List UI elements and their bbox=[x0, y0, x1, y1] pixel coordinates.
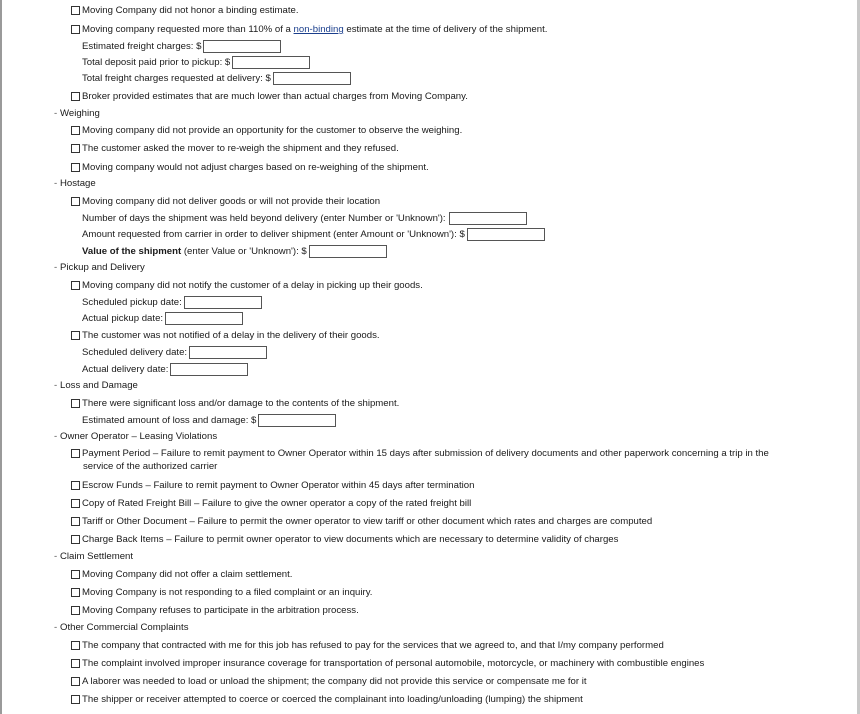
checkbox-weighing-observe[interactable] bbox=[71, 126, 80, 135]
loss-amount-label: Estimated amount of loss and damage: $ bbox=[82, 415, 257, 426]
checkbox-rated-bill[interactable] bbox=[71, 499, 80, 508]
pickup-header[interactable] bbox=[54, 262, 145, 274]
sched-pickup-row bbox=[82, 296, 262, 309]
deposit-label: Total deposit paid prior to pickup: $ bbox=[82, 57, 231, 68]
claim-item-label: Moving Company refuses to participate in the arbitration process. bbox=[82, 605, 359, 616]
collapse-marker: - bbox=[54, 178, 58, 189]
loss-header[interactable] bbox=[54, 380, 138, 392]
checkbox-chargeback[interactable] bbox=[71, 535, 80, 544]
owner-title: Owner Operator – Leasing Violations bbox=[60, 431, 218, 442]
owner-payment-row-2 bbox=[83, 461, 217, 473]
actual-delivery-input[interactable] bbox=[170, 363, 248, 376]
pickup-item-row bbox=[71, 280, 423, 292]
weighing-header[interactable] bbox=[54, 108, 100, 120]
payment-line1: Payment Period – Failure to remit payment to Owner Operator within 15 days after submission of delivery documents and other paperwork concerning a trip in the bbox=[82, 448, 769, 459]
hostage-amount-row bbox=[82, 228, 545, 241]
checkbox-claim-arbitration[interactable] bbox=[71, 606, 80, 615]
broker-row bbox=[71, 91, 468, 103]
checkbox-hostage[interactable] bbox=[71, 197, 80, 206]
item-binding-label: Moving Company did not honor a binding estimate. bbox=[82, 5, 299, 16]
pickup-item-label: Moving company did not notify the customer of a delay in picking up their goods. bbox=[82, 280, 423, 291]
checkbox-broker[interactable] bbox=[71, 92, 80, 101]
deposit-row bbox=[82, 56, 310, 69]
payment-line2: service of the authorized carrier bbox=[83, 461, 218, 472]
weighing-item-label: Moving company did not provide an opportunity for the customer to observe the weighing. bbox=[82, 125, 463, 136]
commercial-item bbox=[71, 640, 664, 652]
checkbox-weighing-adjust[interactable] bbox=[71, 163, 80, 172]
left-border bbox=[0, 0, 2, 714]
commercial-header[interactable] bbox=[54, 622, 189, 634]
hostage-days-label: Number of days the shipment was held beyond delivery (enter Number or 'Unknown'): bbox=[82, 213, 446, 224]
checkbox-tariff[interactable] bbox=[71, 517, 80, 526]
checkbox-commercial-insurance[interactable] bbox=[71, 659, 80, 668]
owner-rated-row bbox=[71, 498, 471, 510]
commercial-item bbox=[71, 658, 704, 670]
sched-pickup-label: Scheduled pickup date: bbox=[82, 297, 182, 308]
checkbox-pickup-delay[interactable] bbox=[71, 281, 80, 290]
tariff-label: Tariff or Other Document – Failure to permit the owner operator to view tariff or other document which rates and charges are computed bbox=[82, 516, 653, 527]
item-110-post: estimate at the time of delivery of the shipment. bbox=[343, 24, 548, 35]
total-requested-label: Total freight charges requested at delivery: $ bbox=[82, 73, 271, 84]
commercial-item-label: The complaint involved improper insurance coverage for transportation of personal automobile, motorcycle, or machinery with combustible engines bbox=[82, 658, 705, 669]
collapse-marker: - bbox=[54, 380, 58, 391]
claim-header[interactable] bbox=[54, 551, 133, 563]
escrow-label: Escrow Funds – Failure to remit payment to Owner Operator within 45 days after termination bbox=[82, 480, 475, 491]
delivery-item-label: The customer was not notified of a delay in the delivery of their goods. bbox=[82, 330, 380, 341]
weighing-title: Weighing bbox=[60, 108, 100, 119]
actual-pickup-row bbox=[82, 312, 243, 325]
pickup-title: Pickup and Delivery bbox=[60, 262, 145, 273]
claim-item bbox=[71, 605, 359, 617]
checkbox-claim-respond[interactable] bbox=[71, 588, 80, 597]
claim-item bbox=[71, 569, 292, 581]
hostage-days-row bbox=[82, 212, 527, 225]
hostage-days-input[interactable] bbox=[449, 212, 527, 225]
delivery-item-row bbox=[71, 330, 380, 342]
actual-pickup-input[interactable] bbox=[165, 312, 243, 325]
collapse-marker: - bbox=[54, 551, 58, 562]
commercial-item bbox=[71, 676, 587, 688]
commercial-item-label: The company that contracted with me for this job has refused to pay for the services that we agreed to, and that I/my company performed bbox=[82, 640, 664, 651]
hostage-value-bold: Value of the shipment bbox=[82, 246, 182, 257]
checkbox-escrow[interactable] bbox=[71, 481, 80, 490]
sched-delivery-row bbox=[82, 346, 267, 359]
checkbox-binding[interactable] bbox=[71, 6, 80, 15]
loss-item-row bbox=[71, 398, 399, 410]
hostage-value-input[interactable] bbox=[309, 245, 387, 258]
chargeback-label: Charge Back Items – Failure to permit owner operator to view documents which are necessary to determine validity of charges bbox=[82, 534, 619, 545]
hostage-amount-label: Amount requested from carrier in order to deliver shipment (enter Amount or 'Unknown'): $ bbox=[82, 229, 465, 240]
collapse-marker: - bbox=[54, 622, 58, 633]
total-requested-input[interactable] bbox=[273, 72, 351, 85]
weighing-item bbox=[71, 162, 429, 174]
item-binding-row bbox=[71, 5, 299, 17]
hostage-item-row bbox=[71, 196, 380, 208]
deposit-input[interactable] bbox=[232, 56, 310, 69]
claim-item-label: Moving Company is not responding to a filed complaint or an inquiry. bbox=[82, 587, 373, 598]
hostage-value-label: (enter Value or 'Unknown'): $ bbox=[181, 246, 307, 257]
claim-item-label: Moving Company did not offer a claim settlement. bbox=[82, 569, 293, 580]
est-freight-input[interactable] bbox=[203, 40, 281, 53]
checkbox-110-percent[interactable] bbox=[71, 25, 80, 34]
broker-label: Broker provided estimates that are much lower than actual charges from Moving Company. bbox=[82, 91, 468, 102]
checkbox-payment-period[interactable] bbox=[71, 449, 80, 458]
weighing-item bbox=[71, 125, 462, 137]
rated-label: Copy of Rated Freight Bill – Failure to give the owner operator a copy of the rated freight bill bbox=[82, 498, 472, 509]
loss-item-label: There were significant loss and/or damage to the contents of the shipment. bbox=[82, 398, 400, 409]
owner-chargeback-row bbox=[71, 534, 618, 546]
commercial-item bbox=[71, 694, 583, 706]
item-110-row bbox=[71, 24, 547, 36]
claim-title: Claim Settlement bbox=[60, 551, 134, 562]
commercial-item-label: A laborer was needed to load or unload the shipment; the company did not provide this service or compensate me for it bbox=[82, 676, 587, 687]
non-binding-link[interactable]: non-binding bbox=[293, 24, 344, 35]
actual-delivery-row bbox=[82, 363, 248, 376]
commercial-item-label: The shipper or receiver attempted to coerce or coerced the complainant into loading/unloading (lumping) the shipment bbox=[82, 694, 583, 705]
hostage-amount-input[interactable] bbox=[467, 228, 545, 241]
actual-pickup-label: Actual pickup date: bbox=[82, 313, 164, 324]
checkbox-claim-offer[interactable] bbox=[71, 570, 80, 579]
collapse-marker: - bbox=[54, 108, 58, 119]
actual-delivery-label: Actual delivery date: bbox=[82, 364, 169, 375]
checkbox-commercial-laborer[interactable] bbox=[71, 677, 80, 686]
owner-escrow-row bbox=[71, 480, 474, 492]
claim-item bbox=[71, 587, 372, 599]
est-freight-label: Estimated freight charges: $ bbox=[82, 41, 202, 52]
weighing-item-label: The customer asked the mover to re-weigh the shipment and they refused. bbox=[82, 143, 399, 154]
hostage-item-label: Moving company did not deliver goods or will not provide their location bbox=[82, 196, 381, 207]
checkbox-loss[interactable] bbox=[71, 399, 80, 408]
hostage-header[interactable] bbox=[54, 178, 96, 190]
checkbox-commercial-lumping[interactable] bbox=[71, 695, 80, 704]
sched-pickup-input[interactable] bbox=[184, 296, 262, 309]
weighing-item bbox=[71, 143, 399, 155]
checkbox-weighing-reweigh[interactable] bbox=[71, 144, 80, 153]
item-110-pre: Moving company requested more than 110% of a bbox=[82, 24, 294, 35]
est-freight-row bbox=[82, 40, 281, 53]
total-requested-row bbox=[82, 72, 351, 85]
collapse-marker: - bbox=[54, 262, 58, 273]
hostage-value-row bbox=[82, 245, 387, 258]
sched-delivery-input[interactable] bbox=[189, 346, 267, 359]
collapse-marker: - bbox=[54, 431, 58, 442]
loss-amount-input[interactable] bbox=[258, 414, 336, 427]
commercial-title: Other Commercial Complaints bbox=[60, 622, 189, 633]
sched-delivery-label: Scheduled delivery date: bbox=[82, 347, 188, 358]
loss-title: Loss and Damage bbox=[60, 380, 138, 391]
owner-payment-row bbox=[71, 448, 769, 460]
checkbox-commercial-pay[interactable] bbox=[71, 641, 80, 650]
loss-amount-row bbox=[82, 414, 336, 427]
hostage-title: Hostage bbox=[60, 178, 96, 189]
owner-tariff-row bbox=[71, 516, 652, 528]
weighing-item-label: Moving company would not adjust charges based on re-weighing of the shipment. bbox=[82, 162, 429, 173]
checkbox-delivery-delay[interactable] bbox=[71, 331, 80, 340]
owner-header[interactable] bbox=[54, 431, 217, 443]
